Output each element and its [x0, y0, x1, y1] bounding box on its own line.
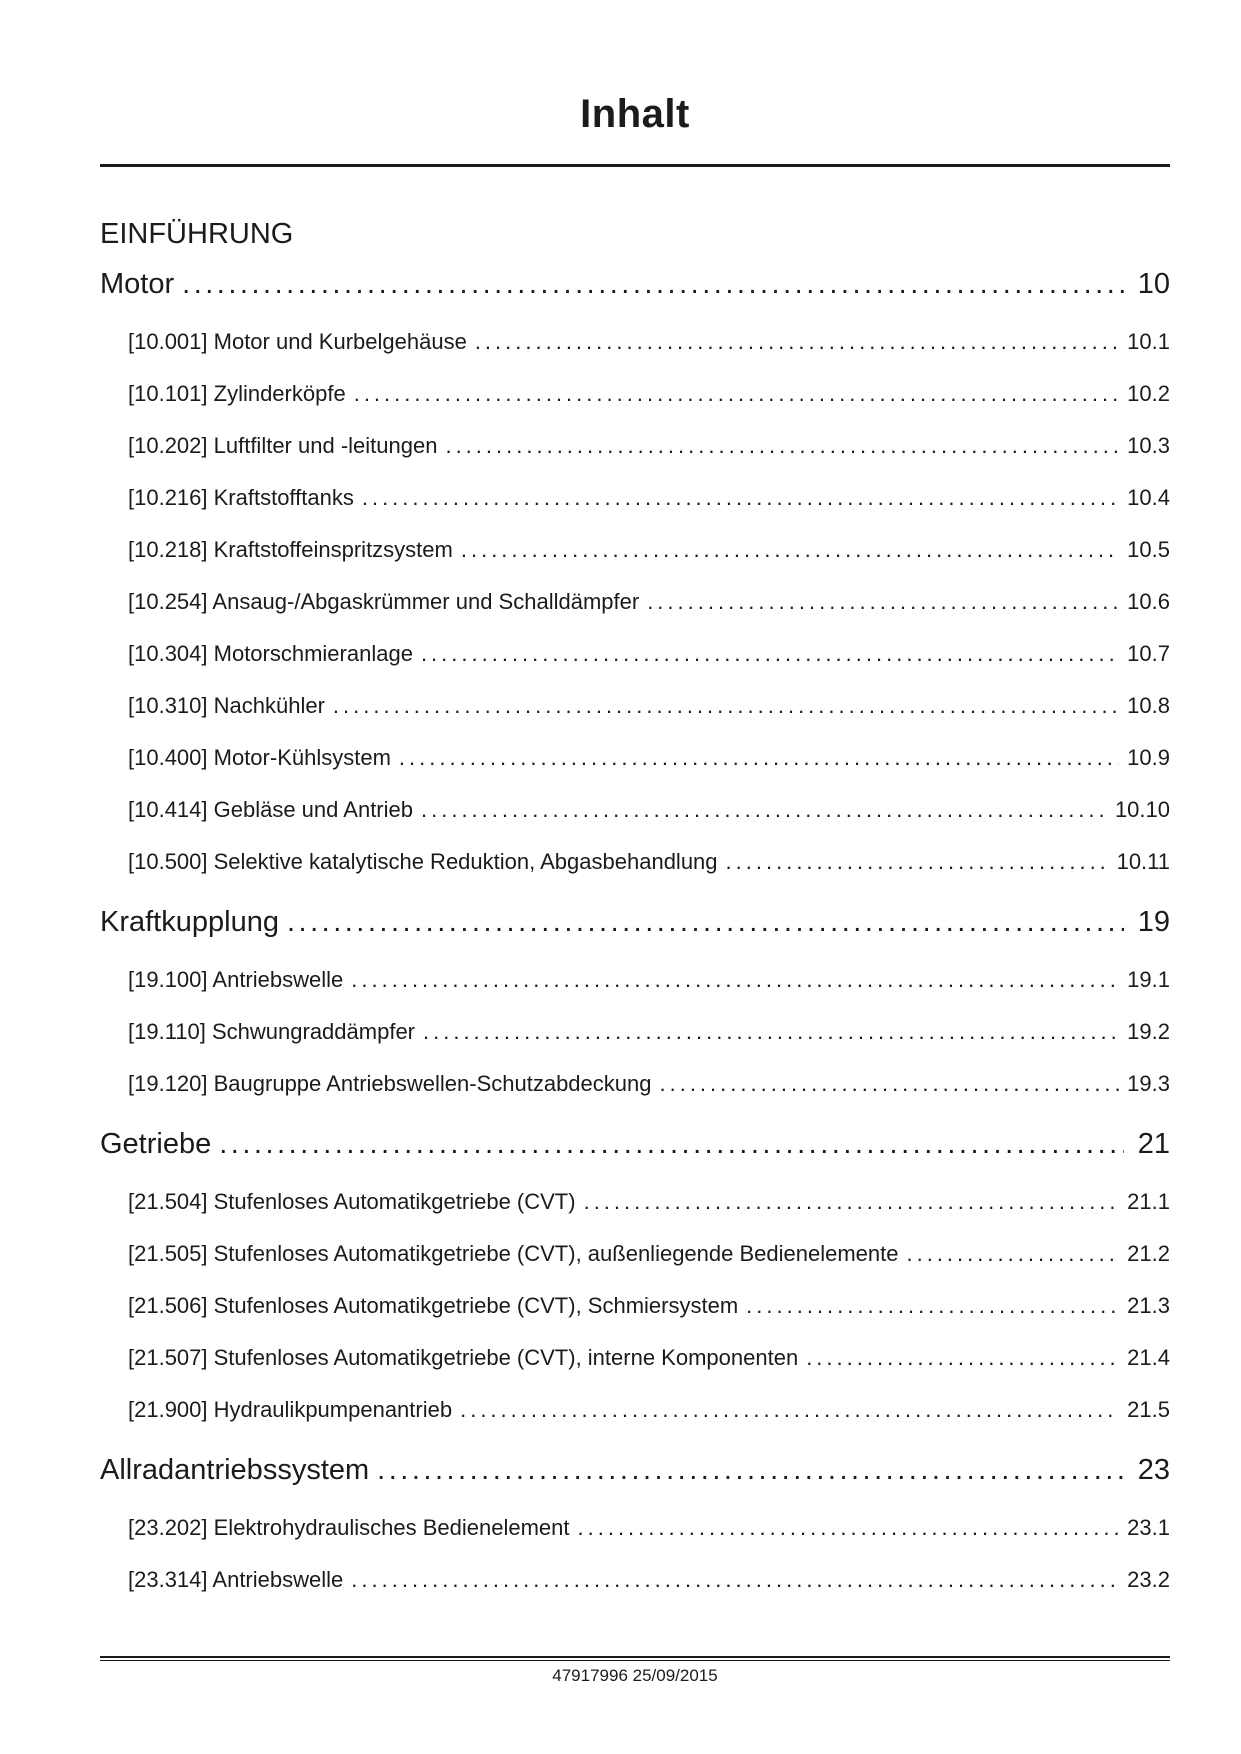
toc-entry-page-number: 10.8 [1127, 693, 1170, 718]
toc-entry-label: [19.110] Schwungraddämpfer [128, 1019, 415, 1044]
dot-leader [806, 1345, 1119, 1371]
dot-leader [659, 1071, 1119, 1097]
toc-entry-row [100, 1515, 1170, 1541]
intro-heading: EINFÜHRUNG [100, 218, 294, 250]
toc-entry-page-number: 10.6 [1127, 589, 1170, 614]
toc-entry-label: [21.504] Stufenloses Automatikgetriebe (CVT) [128, 1189, 576, 1214]
toc-page [100, 0, 1170, 1685]
dot-leader [219, 1127, 1124, 1161]
toc-entry-label: [21.506] Stufenloses Automatikgetriebe (CVT), Schmiersystem [128, 1293, 739, 1318]
toc-entry-page-number: 23.2 [1127, 1567, 1170, 1592]
toc-entry-row [100, 641, 1170, 667]
toc-entry-page-number: 19.2 [1127, 1019, 1170, 1044]
toc-entry-row [100, 745, 1170, 771]
toc-entry-page-number: 21.5 [1127, 1397, 1170, 1422]
toc-entry-label: [10.001] Motor und Kurbelgehäuse [128, 329, 467, 354]
toc-entry-row [100, 1189, 1170, 1215]
dot-leader [906, 1241, 1119, 1267]
toc-section-row [100, 1453, 1170, 1487]
dot-leader [746, 1293, 1119, 1319]
toc-entry-page-number: 10.9 [1127, 745, 1170, 770]
dot-leader [423, 1019, 1119, 1045]
toc-entry-label: [10.304] Motorschmieranlage [128, 641, 413, 666]
toc-entry-page-number: 10.11 [1116, 849, 1170, 874]
toc-entry-page-number: 10.4 [1127, 485, 1170, 510]
toc-entry-label: [10.400] Motor-Kühlsystem [128, 745, 391, 770]
toc-entry-row [100, 537, 1170, 563]
toc-entry-label: [10.414] Gebläse und Antrieb [128, 797, 413, 822]
toc-entry-page-number: 21.4 [1127, 1345, 1170, 1370]
toc-entry-label: [21.507] Stufenloses Automatikgetriebe (CVT), interne Komponenten [128, 1345, 799, 1370]
toc-entry-row [100, 589, 1170, 615]
toc-section-label: Kraftkupplung [100, 906, 279, 938]
dot-leader [647, 589, 1119, 615]
toc-section-row [100, 267, 1170, 301]
toc-entry-label: [10.202] Luftfilter und -leitungen [128, 433, 438, 458]
toc-entry-page-number: 19.3 [1127, 1071, 1170, 1096]
title-divider [100, 164, 1170, 167]
toc-entry-row [100, 329, 1170, 355]
toc-entry-label: [21.505] Stufenloses Automatikgetriebe (CVT), außenliegende Bedienelemente [128, 1241, 899, 1266]
toc-section-label: Motor [100, 268, 175, 300]
dot-leader [475, 329, 1119, 355]
dot-leader [182, 267, 1124, 301]
toc-entry-page-number: 10.5 [1127, 537, 1170, 562]
dot-leader [362, 485, 1119, 511]
toc-section-page-number: 10 [1137, 268, 1170, 300]
toc-section-page-number: 23 [1137, 1454, 1170, 1486]
toc-entry-row [100, 1397, 1170, 1423]
toc-entry-label: [10.500] Selektive katalytische Reduktion, Abgasbehandlung [128, 849, 718, 874]
toc-entry-row [100, 797, 1170, 823]
toc-section-label: Allradantriebssystem [100, 1454, 370, 1486]
dot-leader [461, 537, 1119, 563]
footer-divider [100, 1656, 1170, 1661]
dot-leader [351, 967, 1119, 993]
toc-entry-page-number: 10.3 [1127, 433, 1170, 458]
toc-section-row [100, 1127, 1170, 1161]
page-footer [100, 1656, 1170, 1686]
toc-entry-row [100, 693, 1170, 719]
dot-leader [584, 1189, 1120, 1215]
toc-entry-label: [10.218] Kraftstoffeinspritzsystem [128, 537, 453, 562]
toc-entry-page-number: 10.10 [1114, 797, 1170, 822]
toc-entry-page-number: 21.2 [1127, 1241, 1170, 1266]
toc-entry-row [100, 485, 1170, 511]
dot-leader [377, 1453, 1124, 1487]
dot-leader [287, 905, 1124, 939]
toc-entry-label: [23.202] Elektrohydraulisches Bedienelement [128, 1515, 570, 1540]
toc-entry-row [100, 433, 1170, 459]
toc-entry-page-number: 21.3 [1127, 1293, 1170, 1318]
toc-entry-page-number: 19.1 [1127, 967, 1170, 992]
toc-entry-label: [21.900] Hydraulikpumpenantrieb [128, 1397, 453, 1422]
dot-leader [351, 1567, 1119, 1593]
footer-text: 47917996 25/09/2015 [552, 1666, 718, 1685]
toc-section-row [100, 905, 1170, 939]
dot-leader [460, 1397, 1119, 1423]
dot-leader [421, 641, 1119, 667]
toc-entry-page-number: 10.7 [1127, 641, 1170, 666]
toc-entry-page-number: 10.1 [1127, 329, 1170, 354]
toc-entry-label: [10.310] Nachkühler [128, 693, 325, 718]
toc-entry-row [100, 1019, 1170, 1045]
toc-list [100, 267, 1170, 1593]
dot-leader [333, 693, 1119, 719]
dot-leader [399, 745, 1119, 771]
toc-entry-label: [10.216] Kraftstofftanks [128, 485, 354, 510]
dot-leader [578, 1515, 1120, 1541]
toc-entry-row [100, 1345, 1170, 1371]
dot-leader [445, 433, 1119, 459]
toc-entry-label: [10.101] Zylinderköpfe [128, 381, 346, 406]
dot-leader [354, 381, 1119, 407]
toc-entry-row [100, 381, 1170, 407]
toc-section-page-number: 21 [1137, 1128, 1170, 1160]
toc-entry-label: [10.254] Ansaug-/Abgaskrümmer und Schalldämpfer [128, 589, 640, 614]
dot-leader [726, 849, 1109, 875]
toc-entry-label: [19.120] Baugruppe Antriebswellen-Schutzabdeckung [128, 1071, 652, 1096]
toc-entry-page-number: 21.1 [1127, 1189, 1170, 1214]
toc-entry-row [100, 1071, 1170, 1097]
toc-entry-label: [19.100] Antriebswelle [128, 967, 344, 992]
toc-entry-row [100, 967, 1170, 993]
dot-leader [421, 797, 1107, 823]
toc-entry-row [100, 849, 1170, 875]
toc-entry-label: [23.314] Antriebswelle [128, 1567, 344, 1592]
toc-entry-page-number: 10.2 [1127, 381, 1170, 406]
page-title: Inhalt [580, 92, 690, 136]
toc-section-label: Getriebe [100, 1128, 212, 1160]
toc-entry-row [100, 1567, 1170, 1593]
toc-entry-row [100, 1293, 1170, 1319]
toc-entry-page-number: 23.1 [1127, 1515, 1170, 1540]
toc-section-page-number: 19 [1137, 906, 1170, 938]
toc-entry-row [100, 1241, 1170, 1267]
